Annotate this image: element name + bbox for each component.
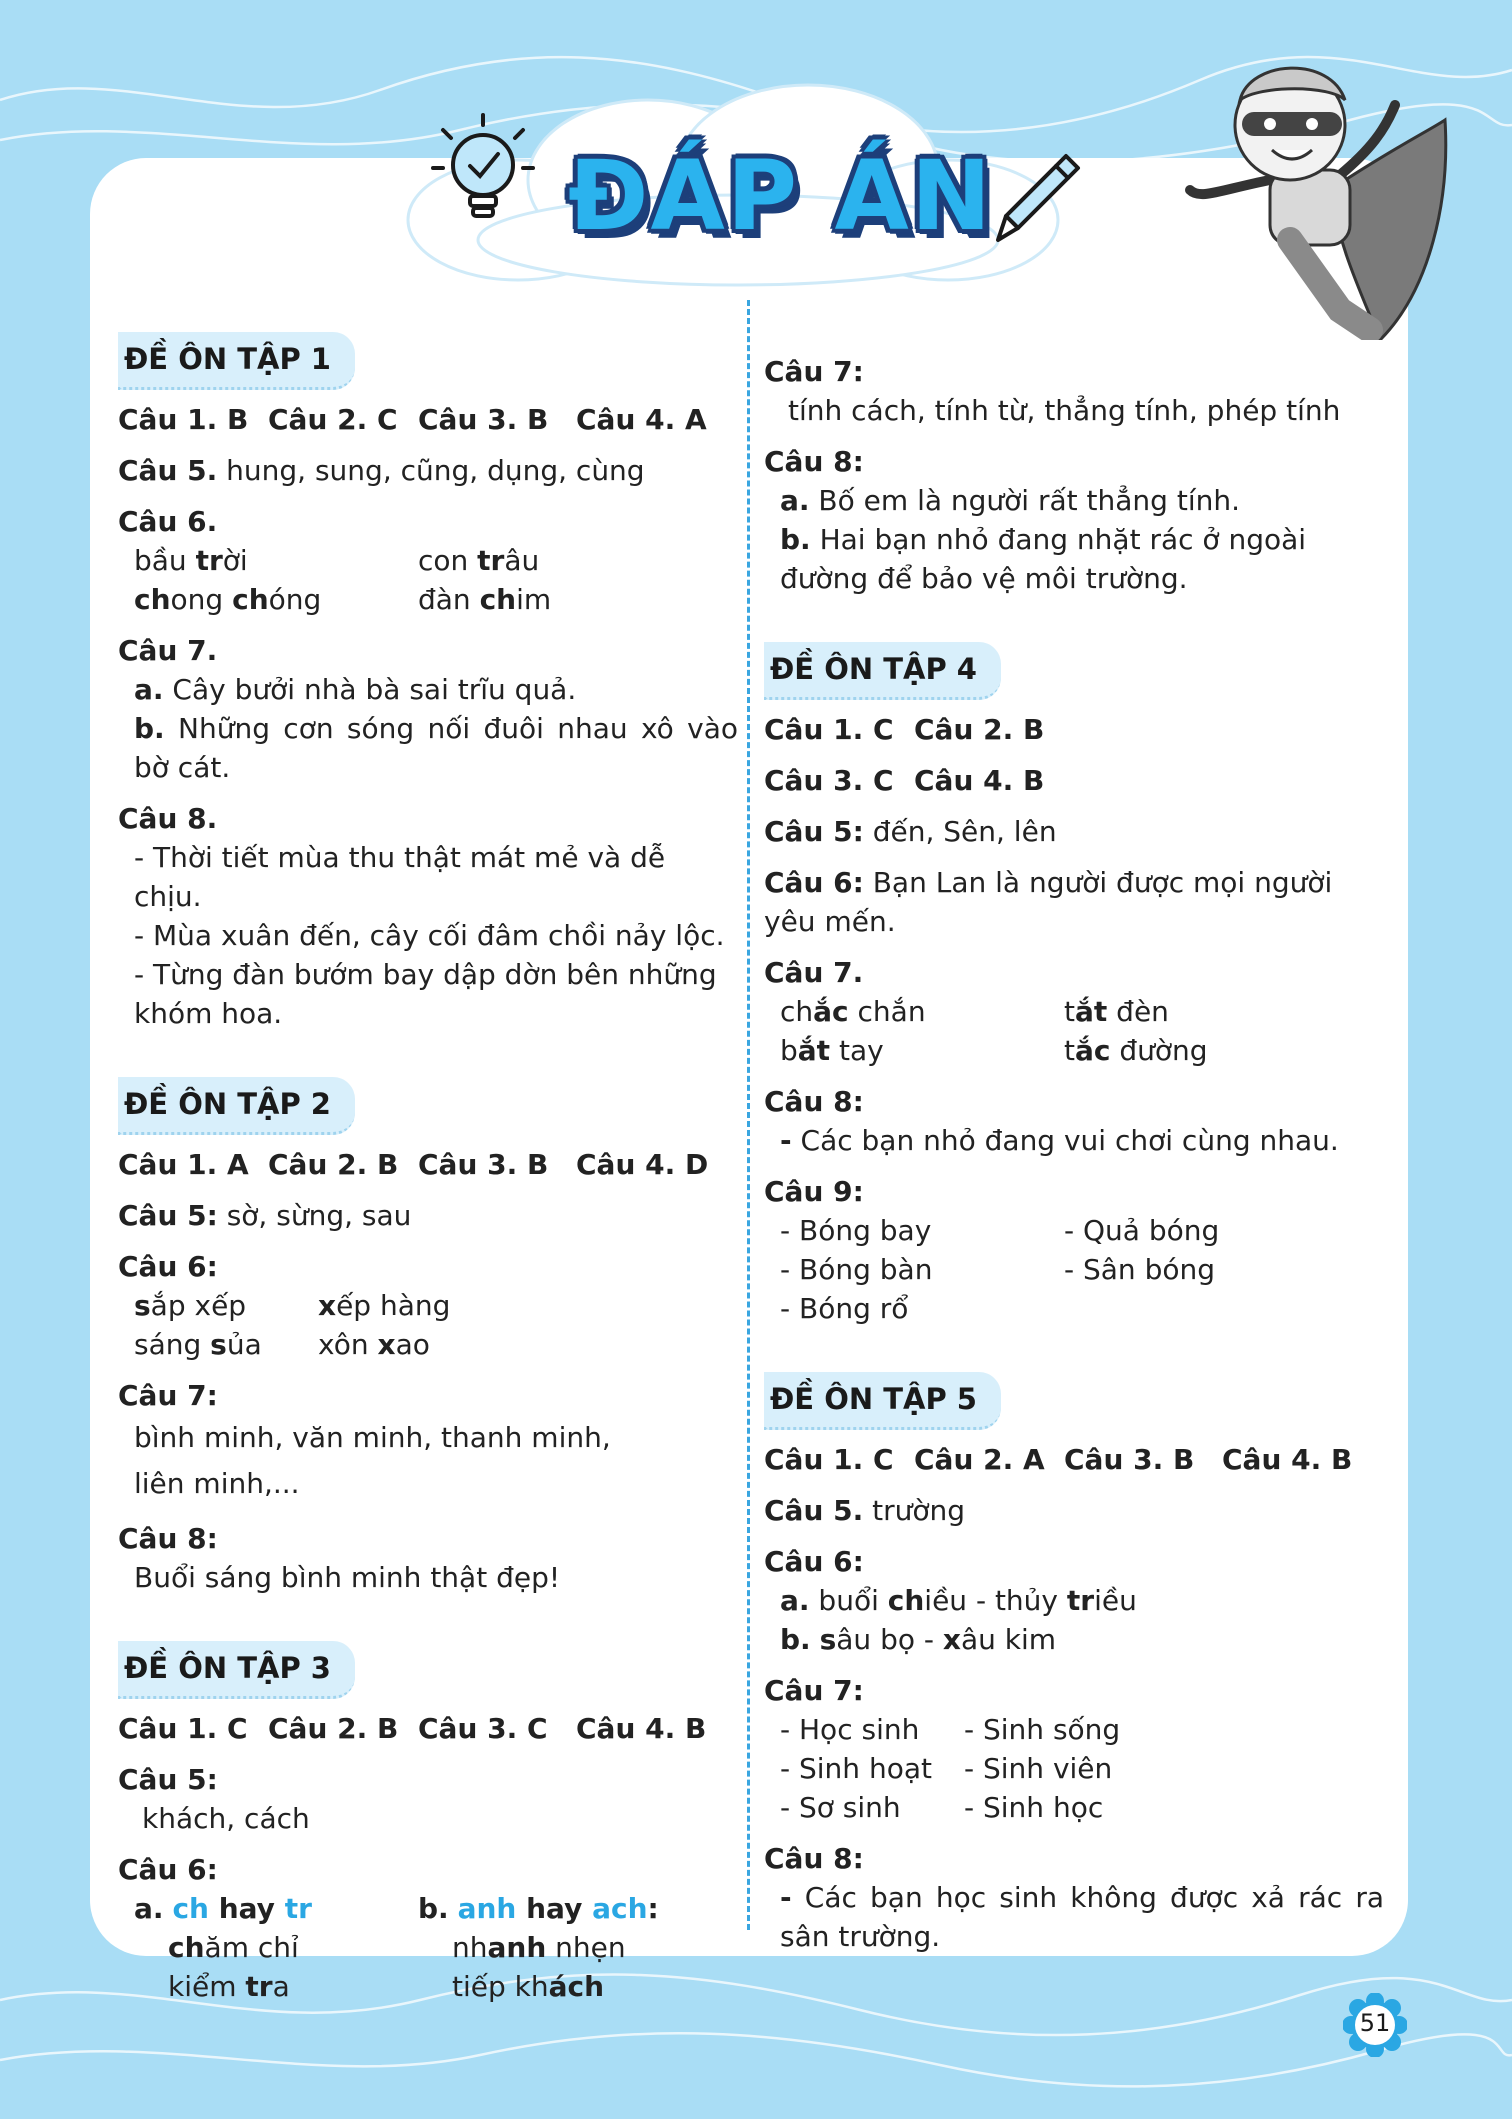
word-row: - Bóng rổ <box>780 1292 909 1325</box>
answer-line: bình minh, văn minh, thanh minh, <box>134 1421 611 1454</box>
answer-line: khách, cách <box>142 1802 310 1835</box>
word-row: - Bóng bàn - Sân bóng <box>780 1253 1216 1286</box>
word-row: - Sơ sinh - Sinh học <box>780 1791 1104 1824</box>
question-6-label: Câu 6. <box>118 505 218 538</box>
question-8-label: Câu 8: <box>764 445 864 478</box>
answer-line: b. Hai bạn nhỏ đang nhặt rác ở ngoài đường để bảo vệ môi trường. <box>780 523 1307 595</box>
mc-answer: Câu 1. C <box>764 1443 894 1476</box>
question-8-label: Câu 8. <box>118 802 218 835</box>
question-5: Câu 5. trường <box>764 1494 966 1527</box>
question-7-label: Câu 7: <box>764 355 864 388</box>
answer-line: - Mùa xuân đến, cây cối đâm chồi nảy lộc. <box>134 919 725 952</box>
mc-answer: Câu 4. D <box>576 1148 709 1181</box>
word-row: chắc chắn tắt đèn <box>780 995 1169 1028</box>
answer-line: liên minh,... <box>134 1467 300 1500</box>
section-heading-de-3: ĐỀ ÔN TẬP 3 <box>118 1641 355 1699</box>
word-row: - Học sinh - Sinh sống <box>780 1713 1121 1746</box>
pen-icon <box>986 148 1086 258</box>
word-row: sắp xếp xếp hàng <box>134 1289 451 1322</box>
mc-answers-row <box>764 1440 1384 1479</box>
mc-answers-row <box>764 710 1384 749</box>
word-row: bắt tay tắc đường <box>780 1034 1208 1067</box>
word-row: chong chóng đàn chim <box>134 583 552 616</box>
answer-line: a. buổi chiều - thủy triều <box>780 1584 1137 1617</box>
mc-answer: Câu 2. C <box>268 403 398 436</box>
mc-answer: Câu 2. B <box>914 713 1045 746</box>
mc-answers-row <box>118 1709 738 1748</box>
question-6-label: Câu 6: <box>118 1250 218 1283</box>
section-heading-de-2: ĐỀ ÔN TẬP 2 <box>118 1077 355 1135</box>
word-row: sáng sủa xôn xao <box>134 1328 430 1361</box>
superhero-boy-illustration <box>1180 40 1460 340</box>
page-title: ĐÁP ÁN <box>568 140 994 252</box>
word-row: - Sinh hoạt - Sinh viên <box>780 1752 1113 1785</box>
answer-line: b. Những cơn sóng nối đuôi nhau xô vào bờ cát. <box>134 712 738 784</box>
lightbulb-check-icon <box>428 110 538 230</box>
page-number: 51 <box>1359 2009 1391 2037</box>
question-6: Câu 6: Bạn Lan là người được mọi người yêu mến. <box>764 866 1333 938</box>
mc-answers-row <box>118 1145 738 1184</box>
mc-answer: Câu 2. B <box>268 1148 399 1181</box>
question-8-label: Câu 8: <box>118 1522 218 1555</box>
mc-answer: Câu 1. B <box>118 403 249 436</box>
question-5: Câu 5: đến, Sên, lên <box>764 815 1057 848</box>
section-heading-de-1: ĐỀ ÔN TẬP 1 <box>118 332 355 390</box>
mc-answer: Câu 1. C <box>118 1712 248 1745</box>
mc-answer: Câu 4. B <box>1222 1443 1353 1476</box>
mc-answer: Câu 3. C <box>764 764 894 797</box>
word-row: - Bóng bay - Quả bóng <box>780 1214 1220 1247</box>
mc-answer: Câu 4. B <box>914 764 1045 797</box>
mc-answers-row <box>118 400 738 439</box>
answer-line: b. sâu bọ - xâu kim <box>780 1623 1057 1656</box>
answer-line: - Các bạn nhỏ đang vui chơi cùng nhau. <box>780 1124 1339 1157</box>
mc-answer: Câu 3. B <box>418 1148 549 1181</box>
question-8-label: Câu 8: <box>764 1842 864 1875</box>
mc-answer: Câu 3. B <box>1064 1443 1195 1476</box>
answer-line: Buổi sáng bình minh thật đẹp! <box>134 1561 561 1594</box>
mc-answer: Câu 1. A <box>118 1148 249 1181</box>
answer-line: a. Cây bưởi nhà bà sai trĩu quả. <box>134 673 577 706</box>
question-7-label: Câu 7. <box>118 634 218 667</box>
word-row: kiểm tra tiếp khách <box>168 1970 605 2003</box>
answer-line: a. Bố em là người rất thẳng tính. <box>780 484 1240 517</box>
question-5-label: Câu 5: <box>118 1763 218 1796</box>
word-row: bầu trời con trâu <box>134 544 540 577</box>
mc-answer: Câu 4. A <box>576 403 707 436</box>
left-column <box>118 332 738 2006</box>
title-banner <box>388 70 1088 300</box>
mc-answer: Câu 3. B <box>418 403 549 436</box>
column-divider <box>747 300 750 1930</box>
answer-line: - Các bạn học sinh không được xả rác ra sân trường. <box>780 1881 1384 1953</box>
question-6-label: Câu 6: <box>764 1545 864 1578</box>
answer-line: - Thời tiết mùa thu thật mát mẻ và dễ chịu. <box>134 841 666 913</box>
mc-answers-row <box>764 761 1384 800</box>
mc-answer: Câu 1. C <box>764 713 894 746</box>
right-column <box>764 352 1384 1956</box>
question-9-label: Câu 9: <box>764 1175 864 1208</box>
answer-line: - Từng đàn bướm bay dập dờn bên những khóm hoa. <box>134 958 717 1030</box>
question-7-label: Câu 7. <box>764 956 864 989</box>
word-group-header: a. ch hay tr b. anh hay ach: <box>134 1892 659 1925</box>
word-row: chăm chỉ nhanh nhẹn <box>168 1931 626 1964</box>
answer-line: tính cách, tính từ, thẳng tính, phép tính <box>788 394 1341 427</box>
question-5: Câu 5: sờ, sừng, sau <box>118 1199 412 1232</box>
question-6-label: Câu 6: <box>118 1853 218 1886</box>
question-7-label: Câu 7: <box>118 1379 218 1412</box>
mc-answer: Câu 2. A <box>914 1443 1045 1476</box>
question-7-label: Câu 7: <box>764 1674 864 1707</box>
mc-answer: Câu 4. B <box>576 1712 707 1745</box>
page-number-badge <box>1343 1993 1407 2057</box>
section-heading-de-5: ĐỀ ÔN TẬP 5 <box>764 1372 1001 1430</box>
mc-answer: Câu 3. C <box>418 1712 548 1745</box>
question-5: Câu 5. hung, sung, cũng, dụng, cùng <box>118 454 645 487</box>
question-8-label: Câu 8: <box>764 1085 864 1118</box>
section-heading-de-4: ĐỀ ÔN TẬP 4 <box>764 642 1001 700</box>
mc-answer: Câu 2. B <box>268 1712 399 1745</box>
